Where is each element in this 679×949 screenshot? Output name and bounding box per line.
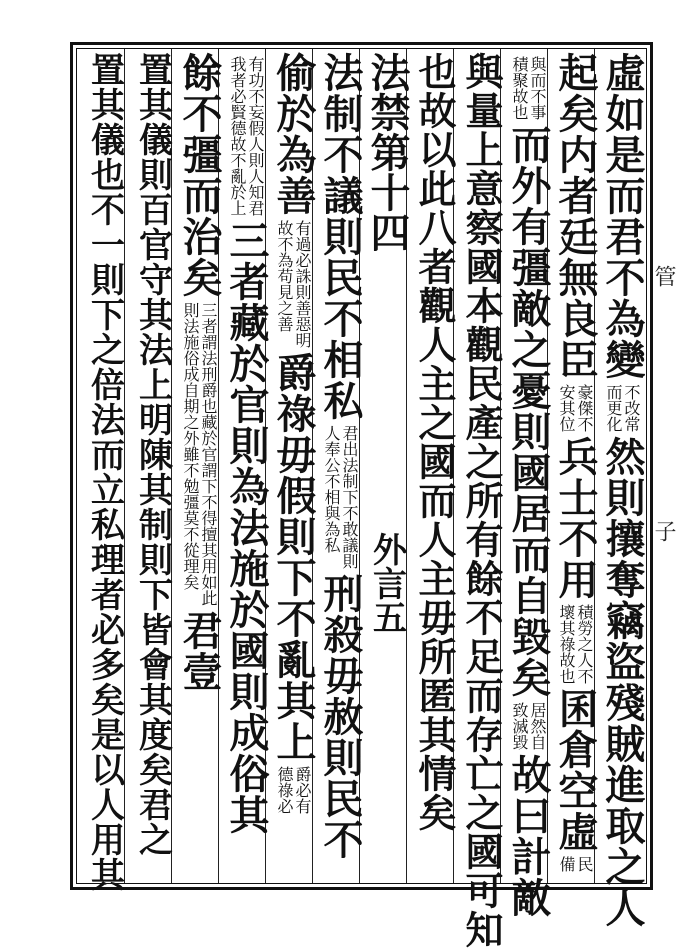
text-column-2 <box>549 52 601 882</box>
text-column-11 <box>126 52 178 882</box>
main-text: 也故以此八者觀人主之國而人主毋所匿其情矣 <box>412 52 457 832</box>
annotation-text: 居然自 致滅毀 <box>510 702 547 750</box>
text-column-8 <box>267 52 319 882</box>
main-text: 而外有彊敵之憂則國居而自毀矣 <box>505 124 552 698</box>
annotation-text: 與而不事 積聚故也 <box>510 56 547 120</box>
main-text: 刑殺毋赦則民不 <box>317 573 364 860</box>
text-column-4 <box>455 52 507 949</box>
chapter-title: 法禁第十四 <box>364 52 411 252</box>
main-text: 置其儀則百官守其法上明陳其制則下皆會其度矣君之 <box>132 52 173 857</box>
annotation-text: 民 備 <box>557 856 594 872</box>
annotation-text: 有過必誅則善惡明 故不為苟見之善 <box>275 220 312 348</box>
text-column-5 <box>408 52 460 882</box>
annotation-text: 三者謂法刑爵也藏於官謂下不得擅其用如此 則法施俗成自期之外雖不勉彊莫不從理矣 <box>181 302 218 606</box>
text-column-3 <box>502 52 554 918</box>
annotation-text: 君出法制下不敢議則 人奉公不相與為私 <box>322 425 359 569</box>
main-text: 偷於為善 <box>270 52 317 216</box>
chapter-section: 外言五 <box>366 532 407 634</box>
text-column-12 <box>78 52 130 892</box>
annotation-text: 積勞之人不 壞其祿故也 <box>557 604 594 684</box>
edge-character: 管 <box>651 265 676 287</box>
main-text: 起矣内者廷無良臣 <box>552 52 599 380</box>
main-text: 爵祿毋假則下不亂其上 <box>270 352 317 762</box>
main-text: 法制不議則民不相私 <box>317 52 364 421</box>
main-text: 囷倉空虛 <box>552 688 599 852</box>
annotation-text: 有功不妄假人則人知君 我者必賢德故不亂於上 <box>228 56 265 216</box>
text-column-9 <box>220 52 272 882</box>
text-column-7 <box>314 52 366 882</box>
main-text: 君壹 <box>176 610 223 692</box>
main-text: 虛如是而君不為變 <box>599 52 646 380</box>
main-text: 餘不彊而治矣 <box>176 52 223 298</box>
annotation-text: 不改常 而更化 <box>604 384 641 432</box>
text-column-10 <box>173 52 225 882</box>
main-text: 與量上意察國本觀民產之所有餘不足而存亡之國可知 <box>459 52 504 949</box>
main-text: 然則攘奪竊盜殘賊進取之人 <box>599 436 646 928</box>
text-column-1 <box>596 52 648 928</box>
main-text: 兵士不用 <box>552 436 599 600</box>
main-text: 三者藏於官則為法施於國則成俗其 <box>223 220 270 835</box>
annotation-text: 爵必有 德祿必 <box>275 766 312 814</box>
main-text: 置其儀也不一則下之倍法而立私理者必多矣是以人用其 <box>84 52 125 892</box>
chapter-column <box>361 52 413 882</box>
annotation-text: 豪傑不 安其位 <box>557 384 594 432</box>
main-text: 故曰計敵 <box>505 754 552 918</box>
edge-character: 子 <box>651 520 676 542</box>
